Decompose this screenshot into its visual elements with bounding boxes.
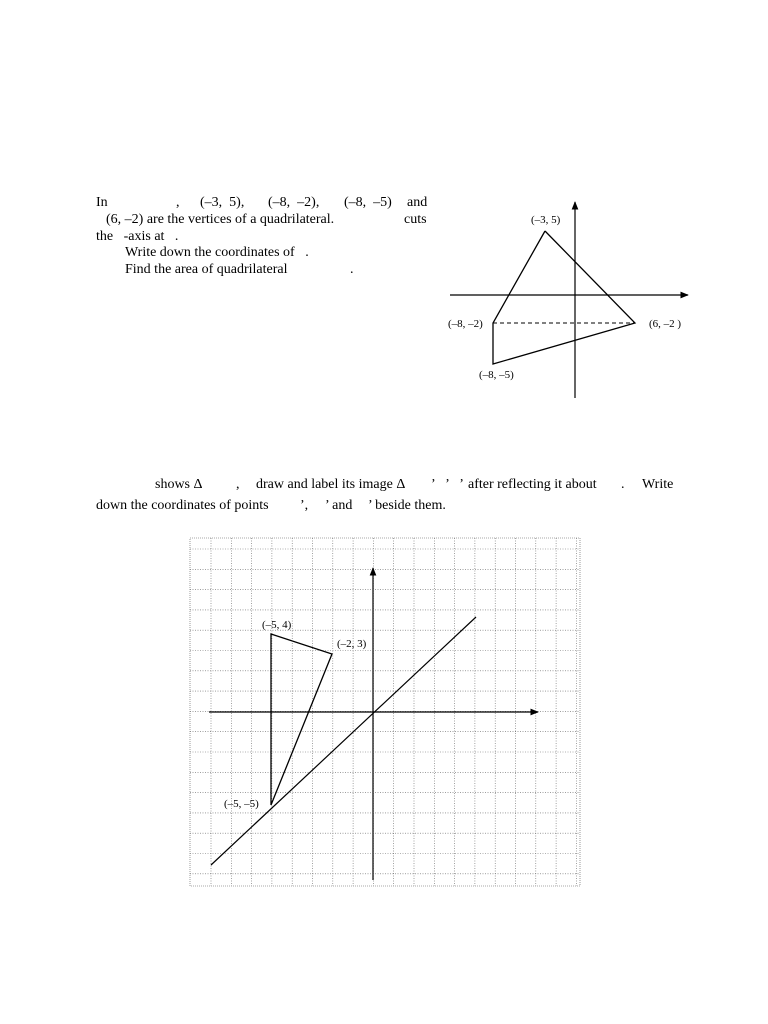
q1-part-a: Write down the coordinates of . [125, 245, 309, 260]
q1-cuts: cuts [404, 212, 427, 227]
q1-vertex-2: (–8, –2), [268, 195, 320, 210]
q2-down: down the coordinates of points [96, 498, 269, 513]
q1-axis-line: the -axis at . [96, 229, 179, 244]
q1-part-b: Find the area of quadrilateral [125, 262, 288, 277]
q2-primes: ’ ’ ’ [431, 477, 464, 492]
q2-period: . [621, 477, 625, 492]
fig2-mirror-line [211, 617, 476, 865]
q1-in: In [96, 195, 108, 210]
q2-prime-1: ’, [300, 498, 309, 513]
fig2-label-p1: (–5, 4) [262, 619, 292, 631]
fig2-label-p3: (–5, –5) [224, 798, 259, 810]
q2-comma: , [236, 477, 240, 492]
q2-draw: draw and label its image Δ [256, 477, 406, 492]
q2-and: ’ and [325, 498, 353, 513]
q2-write: Write [642, 477, 674, 492]
q2-beside: ’ beside them. [368, 498, 446, 513]
q1-comma: , [176, 195, 180, 210]
q1-vertex-3: (–8, –5) [344, 195, 392, 210]
q2-after: after reflecting it about [468, 477, 597, 492]
fig2-triangle [271, 634, 332, 805]
q1-and: and [407, 195, 428, 210]
fig1-label-bottom: (–8, –5) [479, 369, 514, 381]
fig1-label-top: (–3, 5) [531, 214, 561, 226]
fig1-label-right-mid: (6, –2 ) [649, 318, 682, 330]
fig2-label-p2: (–2, 3) [337, 638, 367, 650]
q2-shows: shows Δ [155, 477, 203, 492]
q1-vertex-1: (–3, 5), [200, 195, 245, 210]
q1-vertex-4-sentence: (6, –2) are the vertices of a quadrilateral. [106, 212, 335, 227]
fig1-label-left-mid: (–8, –2) [448, 318, 483, 330]
q1-part-b-end: . [350, 262, 354, 277]
